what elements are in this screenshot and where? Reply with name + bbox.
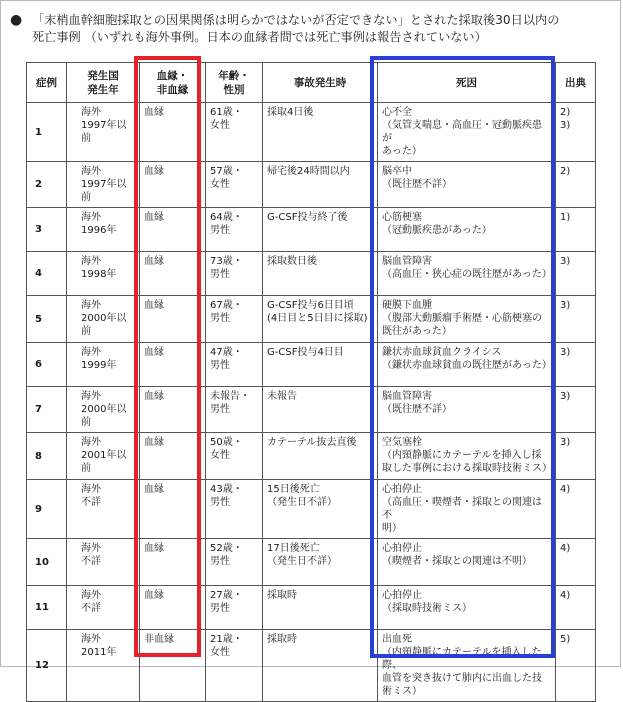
case-number-cell: 4 xyxy=(27,252,67,296)
relation-cell: 血縁 xyxy=(140,296,206,343)
origin-year-cell xyxy=(67,539,140,586)
timing-cell xyxy=(263,539,378,586)
death-cases-table xyxy=(26,62,596,702)
cause-cell xyxy=(378,480,556,539)
age-sex-line: 57歳・ xyxy=(210,166,243,177)
source-cell xyxy=(556,539,596,586)
age-sex-line: 未報告・ xyxy=(210,391,250,402)
header-relation-line: 非血縁 xyxy=(156,83,189,96)
age-sex-line: 27歳・ xyxy=(210,590,243,601)
source-line: 3) xyxy=(560,391,571,402)
cause-line: あった） xyxy=(382,146,422,157)
cause-line: （気管支喘息・高血圧・冠動脈疾患が xyxy=(382,120,542,144)
cause-line: （高血圧・喫煙者・採取との関連は不 xyxy=(382,497,542,521)
age-sex-line: 女性 xyxy=(210,179,230,190)
origin-line: 海外 xyxy=(81,107,101,118)
case-number-cell: 9 xyxy=(27,480,67,539)
timing-cell xyxy=(263,387,378,433)
origin-line: 海外 xyxy=(81,543,101,554)
age-sex-line: 67歳・ xyxy=(210,300,243,311)
header-relation xyxy=(140,63,206,103)
origin-line: 1999年 xyxy=(81,360,117,371)
origin-year-cell xyxy=(67,586,140,630)
cause-line: 脳卒中 xyxy=(382,166,412,177)
source-cell xyxy=(556,208,596,252)
age-sex-cell xyxy=(206,343,263,387)
cause-line: 脳血管障害 xyxy=(382,391,432,402)
header-age-sex xyxy=(206,63,263,103)
cause-line: 硬膜下血腫 xyxy=(382,300,432,311)
case-number-cell: 8 xyxy=(27,433,67,480)
source-cell xyxy=(556,433,596,480)
age-sex-line: 男性 xyxy=(210,556,230,567)
age-sex-cell xyxy=(206,480,263,539)
cause-cell xyxy=(378,343,556,387)
header-origin xyxy=(67,63,140,103)
timing-cell xyxy=(263,252,378,296)
source-cell xyxy=(556,252,596,296)
source-line: 4) xyxy=(560,484,571,495)
timing-cell xyxy=(263,586,378,630)
bullet-icon: ● xyxy=(10,12,23,28)
source-line: 5) xyxy=(560,634,571,645)
source-cell xyxy=(556,103,596,162)
cause-cell xyxy=(378,252,556,296)
origin-line: 不詳 xyxy=(81,497,101,508)
timing-cell xyxy=(263,103,378,162)
age-sex-line: 61歳・ xyxy=(210,107,243,118)
header-cause: 死因 xyxy=(378,63,556,103)
age-sex-cell xyxy=(206,387,263,433)
cause-cell xyxy=(378,539,556,586)
cause-line: 脳血管障害 xyxy=(382,256,432,267)
origin-line: 海外 xyxy=(81,300,101,311)
table-row xyxy=(27,387,596,433)
origin-year-cell xyxy=(67,343,140,387)
header-age-line: 性別 xyxy=(223,83,245,96)
document-heading xyxy=(10,12,612,46)
source-cell xyxy=(556,480,596,539)
relation-cell: 血縁 xyxy=(140,539,206,586)
origin-line: 2000年以前 xyxy=(81,404,127,428)
age-sex-line: 64歳・ xyxy=(210,212,243,223)
origin-line: 海外 xyxy=(81,437,101,448)
origin-line: 海外 xyxy=(81,590,101,601)
table-row xyxy=(27,162,596,208)
cause-line: 術ミス） xyxy=(382,686,422,697)
age-sex-line: 女性 xyxy=(210,120,230,131)
relation-cell: 血縁 xyxy=(140,252,206,296)
timing-line: （発生日不詳） xyxy=(267,497,337,508)
source-line: 3) xyxy=(560,256,571,267)
timing-line: 採取4日後 xyxy=(267,107,314,118)
table-row xyxy=(27,208,596,252)
timing-line: G-CSF投与終了後 xyxy=(267,212,348,223)
cause-line: （内頸静脈にカテーテルを挿入した際、 xyxy=(382,647,542,671)
age-sex-line: 男性 xyxy=(210,313,230,324)
age-sex-line: 男性 xyxy=(210,360,230,371)
table-row xyxy=(27,252,596,296)
origin-line: 1996年 xyxy=(81,225,117,236)
cause-line: 出血死 xyxy=(382,634,412,645)
timing-cell xyxy=(263,630,378,702)
header-source: 出典 xyxy=(556,63,596,103)
origin-line: 海外 xyxy=(81,484,101,495)
cause-line: 心拍停止 xyxy=(382,543,422,554)
origin-line: 不詳 xyxy=(81,556,101,567)
origin-line: 海外 xyxy=(81,347,101,358)
relation-cell: 血縁 xyxy=(140,433,206,480)
case-number-cell: 1 xyxy=(27,103,67,162)
cause-line: 明） xyxy=(382,523,402,534)
source-cell xyxy=(556,630,596,702)
cause-line: （既往歴不詳） xyxy=(382,179,452,190)
cause-line: （採取時技術ミス） xyxy=(382,603,472,614)
case-number-cell: 5 xyxy=(27,296,67,343)
origin-year-cell xyxy=(67,433,140,480)
timing-cell xyxy=(263,162,378,208)
cause-cell xyxy=(378,208,556,252)
relation-cell: 血縁 xyxy=(140,103,206,162)
header-origin-line: 発生年 xyxy=(87,83,119,96)
cause-cell xyxy=(378,433,556,480)
timing-line: 15日後死亡 xyxy=(267,484,320,495)
age-sex-cell xyxy=(206,539,263,586)
source-line: 2) xyxy=(560,166,571,177)
age-sex-line: 男性 xyxy=(210,603,230,614)
timing-line: 未報告 xyxy=(267,391,297,402)
heading-line-2: 死亡事例 （いずれも海外事例。日本の血縁者間では死亡事例は報告されていない） xyxy=(32,30,487,44)
relation-cell: 非血縁 xyxy=(140,630,206,702)
age-sex-cell xyxy=(206,296,263,343)
header-age-line: 年齢・ xyxy=(218,69,250,82)
cause-line: （高血圧・狭心症の既往歴があった） xyxy=(382,269,552,280)
origin-line: 2001年以前 xyxy=(81,450,127,474)
origin-year-cell xyxy=(67,296,140,343)
case-number-cell: 10 xyxy=(27,539,67,586)
case-number-cell: 7 xyxy=(27,387,67,433)
cause-line: （喫煙者・採取との関連は不明） xyxy=(382,556,532,567)
heading-line-1: 「末梢血幹細胞採取との因果関係は明らかではないが否定できない」とされた採取後30日以内の xyxy=(32,13,560,27)
case-number-cell: 11 xyxy=(27,586,67,630)
origin-year-cell xyxy=(67,480,140,539)
cause-cell xyxy=(378,387,556,433)
source-line: 3) xyxy=(560,347,571,358)
timing-line: 採取時 xyxy=(267,634,297,645)
timing-cell xyxy=(263,343,378,387)
relation-cell: 血縁 xyxy=(140,387,206,433)
cause-cell xyxy=(378,162,556,208)
timing-line: G-CSF投与4日目 xyxy=(267,347,344,358)
timing-line: 17日後死亡 xyxy=(267,543,320,554)
header-relation-line: 血縁・ xyxy=(156,69,189,82)
timing-cell xyxy=(263,433,378,480)
table-row xyxy=(27,539,596,586)
table-row xyxy=(27,480,596,539)
origin-line: 不詳 xyxy=(81,603,101,614)
origin-year-cell xyxy=(67,630,140,702)
age-sex-line: 43歳・ xyxy=(210,484,243,495)
relation-cell: 血縁 xyxy=(140,480,206,539)
source-cell xyxy=(556,296,596,343)
age-sex-line: 男性 xyxy=(210,404,230,415)
cause-cell xyxy=(378,630,556,702)
case-number-cell: 6 xyxy=(27,343,67,387)
age-sex-cell xyxy=(206,586,263,630)
source-line: 1) xyxy=(560,212,571,223)
age-sex-cell xyxy=(206,433,263,480)
relation-cell: 血縁 xyxy=(140,162,206,208)
cause-line: 血管を突き抜けて肺内に出血した技 xyxy=(382,673,542,684)
header-origin-line: 発生国 xyxy=(87,69,119,82)
table-header-row xyxy=(27,63,596,103)
table-row xyxy=(27,343,596,387)
age-sex-line: 50歳・ xyxy=(210,437,243,448)
origin-line: 1997年以前 xyxy=(81,179,127,203)
cause-line: 心筋梗塞 xyxy=(382,212,422,223)
origin-line: 海外 xyxy=(81,166,101,177)
header-case: 症例 xyxy=(27,63,67,103)
cause-line: 取した事例における採取時技術ミス） xyxy=(382,463,552,474)
origin-line: 2000年以前 xyxy=(81,313,127,337)
source-line: 4) xyxy=(560,543,571,554)
source-cell xyxy=(556,343,596,387)
timing-cell xyxy=(263,296,378,343)
cause-cell xyxy=(378,586,556,630)
cause-line: 鎌状赤血球貧血クライシス xyxy=(382,347,502,358)
age-sex-line: 女性 xyxy=(210,647,230,658)
origin-year-cell xyxy=(67,162,140,208)
timing-cell xyxy=(263,480,378,539)
age-sex-line: 男性 xyxy=(210,269,230,280)
origin-line: 海外 xyxy=(81,391,101,402)
age-sex-line: 47歳・ xyxy=(210,347,243,358)
timing-line: 採取時 xyxy=(267,590,297,601)
timing-line: G-CSF投与6日目頃 xyxy=(267,300,354,311)
origin-line: 1997年以前 xyxy=(81,120,127,144)
origin-line: 海外 xyxy=(81,256,101,267)
timing-line: （発生日不詳） xyxy=(267,556,337,567)
relation-cell: 血縁 xyxy=(140,343,206,387)
cause-line: （鎌状赤血球貧血の既往歴があった） xyxy=(382,360,552,371)
cause-line: 心不全 xyxy=(382,107,412,118)
cause-line: 心拍停止 xyxy=(382,590,422,601)
origin-year-cell xyxy=(67,252,140,296)
cause-line: （内頸静脈にカテーテルを挿入し採 xyxy=(382,450,542,461)
table-row xyxy=(27,586,596,630)
origin-line: 海外 xyxy=(81,634,101,645)
timing-line: 採取数日後 xyxy=(267,256,317,267)
timing-line: カテーテル抜去直後 xyxy=(267,437,357,448)
age-sex-line: 女性 xyxy=(210,450,230,461)
source-line: 3) xyxy=(560,300,571,311)
table-row xyxy=(27,630,596,702)
origin-line: 海外 xyxy=(81,212,101,223)
age-sex-line: 男性 xyxy=(210,225,230,236)
header-timing: 事故発生時 xyxy=(263,63,378,103)
case-number-cell: 3 xyxy=(27,208,67,252)
age-sex-line: 21歳・ xyxy=(210,634,243,645)
cause-line: （冠動脈疾患があった） xyxy=(382,225,492,236)
origin-line: 2011年 xyxy=(81,647,117,658)
cause-line: 既往があった） xyxy=(382,326,452,337)
table-row xyxy=(27,433,596,480)
case-number-cell: 12 xyxy=(27,630,67,702)
cause-line: （既往歴不詳） xyxy=(382,404,452,415)
timing-cell xyxy=(263,208,378,252)
source-line: 4) xyxy=(560,590,571,601)
age-sex-line: 73歳・ xyxy=(210,256,243,267)
table-row xyxy=(27,103,596,162)
age-sex-cell xyxy=(206,103,263,162)
age-sex-cell xyxy=(206,208,263,252)
cause-line: （腹部大動脈瘤手術歴・心筋梗塞の xyxy=(382,313,542,324)
relation-cell: 血縁 xyxy=(140,586,206,630)
source-line: 2) xyxy=(560,107,571,118)
age-sex-line: 男性 xyxy=(210,497,230,508)
origin-year-cell xyxy=(67,103,140,162)
origin-year-cell xyxy=(67,387,140,433)
cause-cell xyxy=(378,103,556,162)
cause-line: 空気塞栓 xyxy=(382,437,422,448)
case-number-cell: 2 xyxy=(27,162,67,208)
table-row xyxy=(27,296,596,343)
cause-line: 心拍停止 xyxy=(382,484,422,495)
origin-line: 1998年 xyxy=(81,269,117,280)
age-sex-line: 52歳・ xyxy=(210,543,243,554)
relation-cell: 血縁 xyxy=(140,208,206,252)
cause-cell xyxy=(378,296,556,343)
source-cell xyxy=(556,387,596,433)
age-sex-cell xyxy=(206,162,263,208)
age-sex-cell xyxy=(206,252,263,296)
source-line: 3) xyxy=(560,120,571,131)
age-sex-cell xyxy=(206,630,263,702)
origin-year-cell xyxy=(67,208,140,252)
source-cell xyxy=(556,162,596,208)
source-line: 3) xyxy=(560,437,571,448)
timing-line: (4日目と5日目に採取) xyxy=(267,313,368,324)
source-cell xyxy=(556,586,596,630)
timing-line: 帰宅後24時間以内 xyxy=(267,166,350,177)
